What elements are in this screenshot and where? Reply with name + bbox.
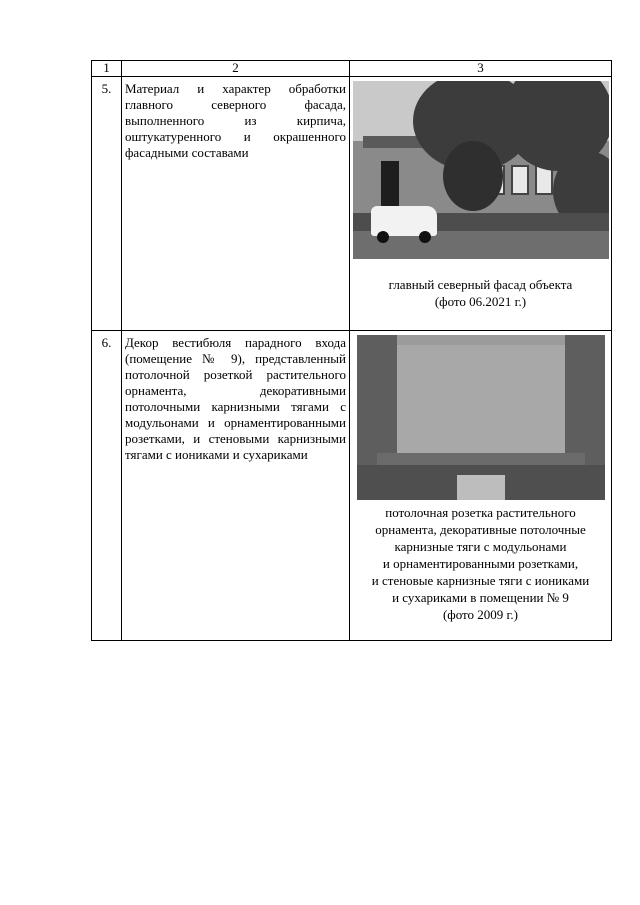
row-photo-cell bbox=[350, 77, 612, 331]
facade-photo bbox=[353, 81, 609, 259]
photo-caption: главный северный фасад объекта (фото 06.2021 г.) bbox=[388, 277, 573, 309]
row-number: 5. bbox=[92, 77, 122, 331]
header-col-3: 3 bbox=[350, 61, 612, 77]
table-row bbox=[92, 331, 612, 641]
row-description: Декор вестибюля парадного входа (помещение № 9), представленный потолочной розеткой растительного орнамента, декоративными потолочными карнизными тягами с модульонами и орнаментированными розетками, и стеновыми карнизными тягами с иониками и сухариками bbox=[125, 335, 346, 462]
row-description-cell bbox=[122, 331, 350, 641]
heritage-table bbox=[91, 60, 612, 641]
ceiling-photo bbox=[357, 335, 605, 500]
row-description-cell bbox=[122, 77, 350, 331]
header-col-1: 1 bbox=[92, 61, 122, 77]
header-col-2: 2 bbox=[122, 61, 350, 77]
row-description: Материал и характер обработки главного северного фасада, выполненного из кирпича, оштукатуренного и окрашенного фасадными составами bbox=[125, 81, 346, 160]
row-number: 6. bbox=[92, 331, 122, 641]
photo-caption: потолочная розетка растительного орнамента, декоративные потолочные карнизные тяги с модульонами и орнаментированными розетками, и стеновые карнизные тяги с иониками и сухариками в помещении № 9 (фото 2009 г.) bbox=[371, 505, 590, 622]
row-photo-cell bbox=[350, 331, 612, 641]
table-row bbox=[92, 77, 612, 331]
table-header-row bbox=[92, 61, 612, 77]
